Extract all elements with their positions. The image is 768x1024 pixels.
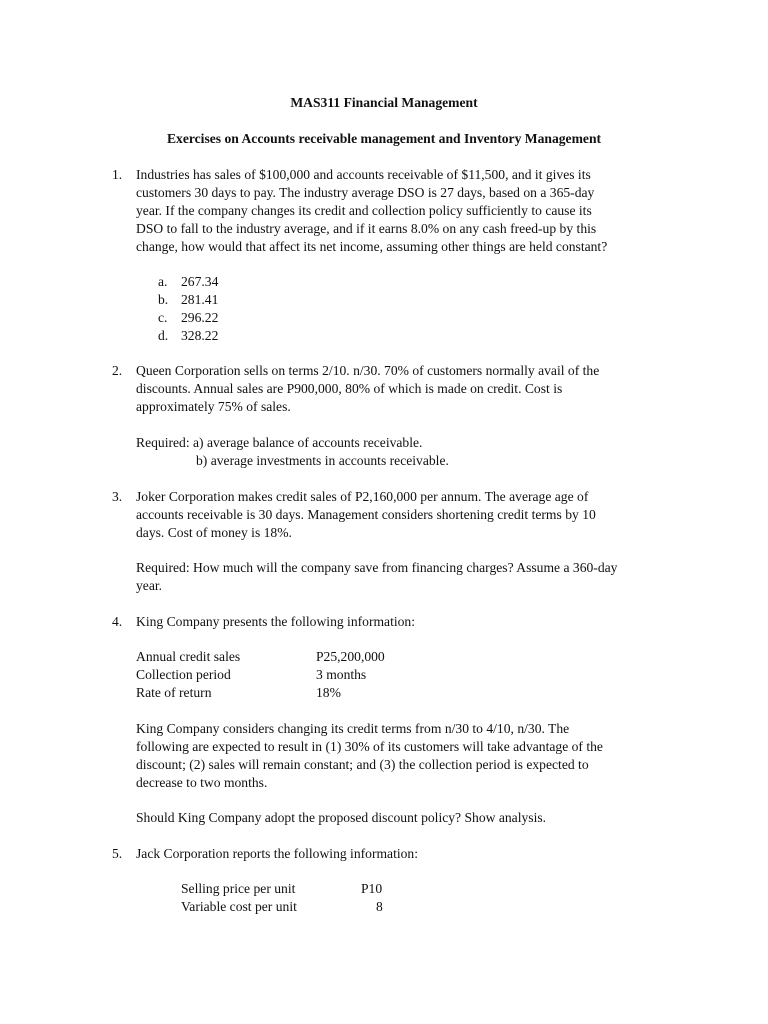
table-value: 18%	[316, 685, 341, 700]
table-label: Collection period	[136, 667, 231, 682]
option-value: 328.22	[181, 328, 219, 343]
required-text: Required: How much will the company save from financing charges? Assume a 360-day year.	[136, 560, 618, 593]
option-value: 281.41	[181, 292, 219, 307]
question-number: 2.	[112, 363, 123, 378]
table-value: 8	[376, 899, 383, 914]
option-letter: a.	[158, 274, 168, 289]
document-title: MAS311 Financial Management	[290, 95, 478, 110]
required-a: Required: a) average balance of accounts receivable.	[136, 435, 423, 450]
table-label: Selling price per unit	[181, 881, 296, 896]
table-value: P25,200,000	[316, 649, 385, 664]
question-number: 1.	[112, 167, 123, 182]
option-letter: d.	[158, 328, 169, 343]
table-label: Variable cost per unit	[181, 899, 297, 914]
option-value: 267.34	[181, 274, 219, 289]
question-intro: Jack Corporation reports the following information:	[136, 846, 419, 861]
table-label: Rate of return	[136, 685, 212, 700]
question-text: Joker Corporation makes credit sales of P2,160,000 per annum. The average age of accounts receivable is 30 days. Management considers shortening credit terms by 10 days. Cost of money is 18%.	[136, 489, 596, 540]
table-value: 3 months	[316, 667, 367, 682]
table-label: Annual credit sales	[136, 649, 241, 664]
table-value: P10	[361, 881, 383, 896]
option-letter: b.	[158, 292, 169, 307]
option-value: 296.22	[181, 310, 219, 325]
question-paragraph: King Company considers changing its credit terms from n/30 to 4/10, n/30. The following are expected to result in (1) 30% of its customers will take advantage of the discount; (2) sales will remain constant; and (3) the collection period is expected to decrease to two months.	[136, 721, 603, 790]
required-b: b) average investments in accounts receivable.	[196, 453, 449, 468]
question-text: Queen Corporation sells on terms 2/10. n/30. 70% of customers normally avail of the discounts. Annual sales are P900,000, 80% of which is made on credit. Cost is approximately 75% of sales.	[136, 363, 600, 414]
question-text: Industries has sales of $100,000 and accounts receivable of $11,500, and it gives its customers 30 days to pay. The industry average DSO is 27 days, based on a 365-day year. If the company changes its credit and collection policy sufficiently to cause its DSO to fall to the industry average, and if it earns 8.0% on any cash freed-up by this change, how would that affect its net income, assuming other things are held constant?	[136, 167, 608, 254]
option-letter: c.	[158, 310, 168, 325]
question-number: 5.	[112, 846, 123, 861]
question-number: 3.	[112, 489, 123, 504]
question-prompt: Should King Company adopt the proposed discount policy? Show analysis.	[136, 810, 547, 825]
question-number: 4.	[112, 614, 123, 629]
question-intro: King Company presents the following information:	[136, 614, 416, 629]
document-subtitle: Exercises on Accounts receivable management and Inventory Management	[166, 131, 602, 146]
